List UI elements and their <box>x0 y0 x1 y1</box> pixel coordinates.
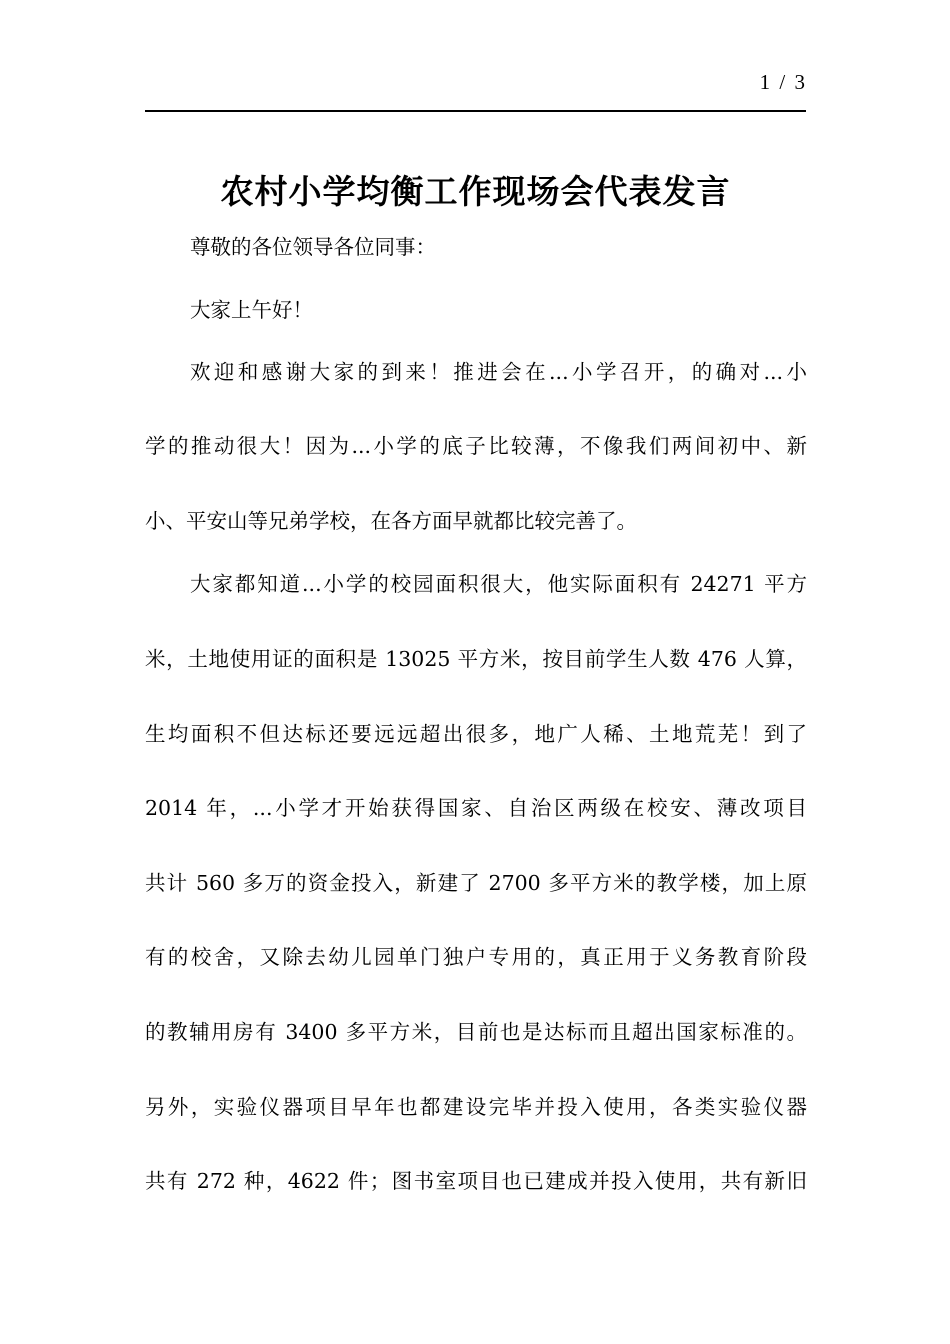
paragraph-line: 学的推动很大！因为...小学的底子比较薄，不像我们两间初中、新 <box>145 434 807 458</box>
paragraph-line: 小、平安山等兄弟学校，在各方面早就都比较完善了。 <box>145 509 637 533</box>
page-number: 1 / 3 <box>759 70 807 94</box>
paragraph-line: 共计 560 多万的资金投入，新建了 2700 多平方米的教学楼，加上原 <box>145 871 807 895</box>
paragraph-line: 2014 年，...小学才开始获得国家、自治区两级在校安、薄改项目 <box>145 796 807 820</box>
greeting-line: 大家上午好！ <box>190 298 313 322</box>
paragraph-line: 米，土地使用证的面积是 13025 平方米，按目前学生人数 476 人算， <box>145 647 807 671</box>
salutation-line: 尊敬的各位领导各位同事： <box>190 235 436 259</box>
paragraph-line: 有的校舍，又除去幼儿园单门独户专用的，真正用于义务教育阶段 <box>145 945 807 969</box>
document-title: 农村小学均衡工作现场会代表发言 <box>220 172 731 211</box>
paragraph-line: 欢迎和感谢大家的到来！推进会在...小学召开，的确对...小 <box>190 360 807 384</box>
paragraph-line: 大家都知道...小学的校园面积很大，他实际面积有 24271 平方 <box>190 572 807 596</box>
paragraph-line: 另外，实验仪器项目早年也都建设完毕并投入使用，各类实验仪器 <box>145 1095 807 1119</box>
paragraph-line: 共有 272 种，4622 件；图书室项目也已建成并投入使用，共有新旧 <box>145 1169 807 1193</box>
header-divider <box>145 110 806 112</box>
paragraph-line: 生均面积不但达标还要远远超出很多，地广人稀、土地荒芜！到了 <box>145 722 807 746</box>
paragraph-line: 的教辅用房有 3400 多平方米，目前也是达标而且超出国家标准的。 <box>145 1020 807 1044</box>
